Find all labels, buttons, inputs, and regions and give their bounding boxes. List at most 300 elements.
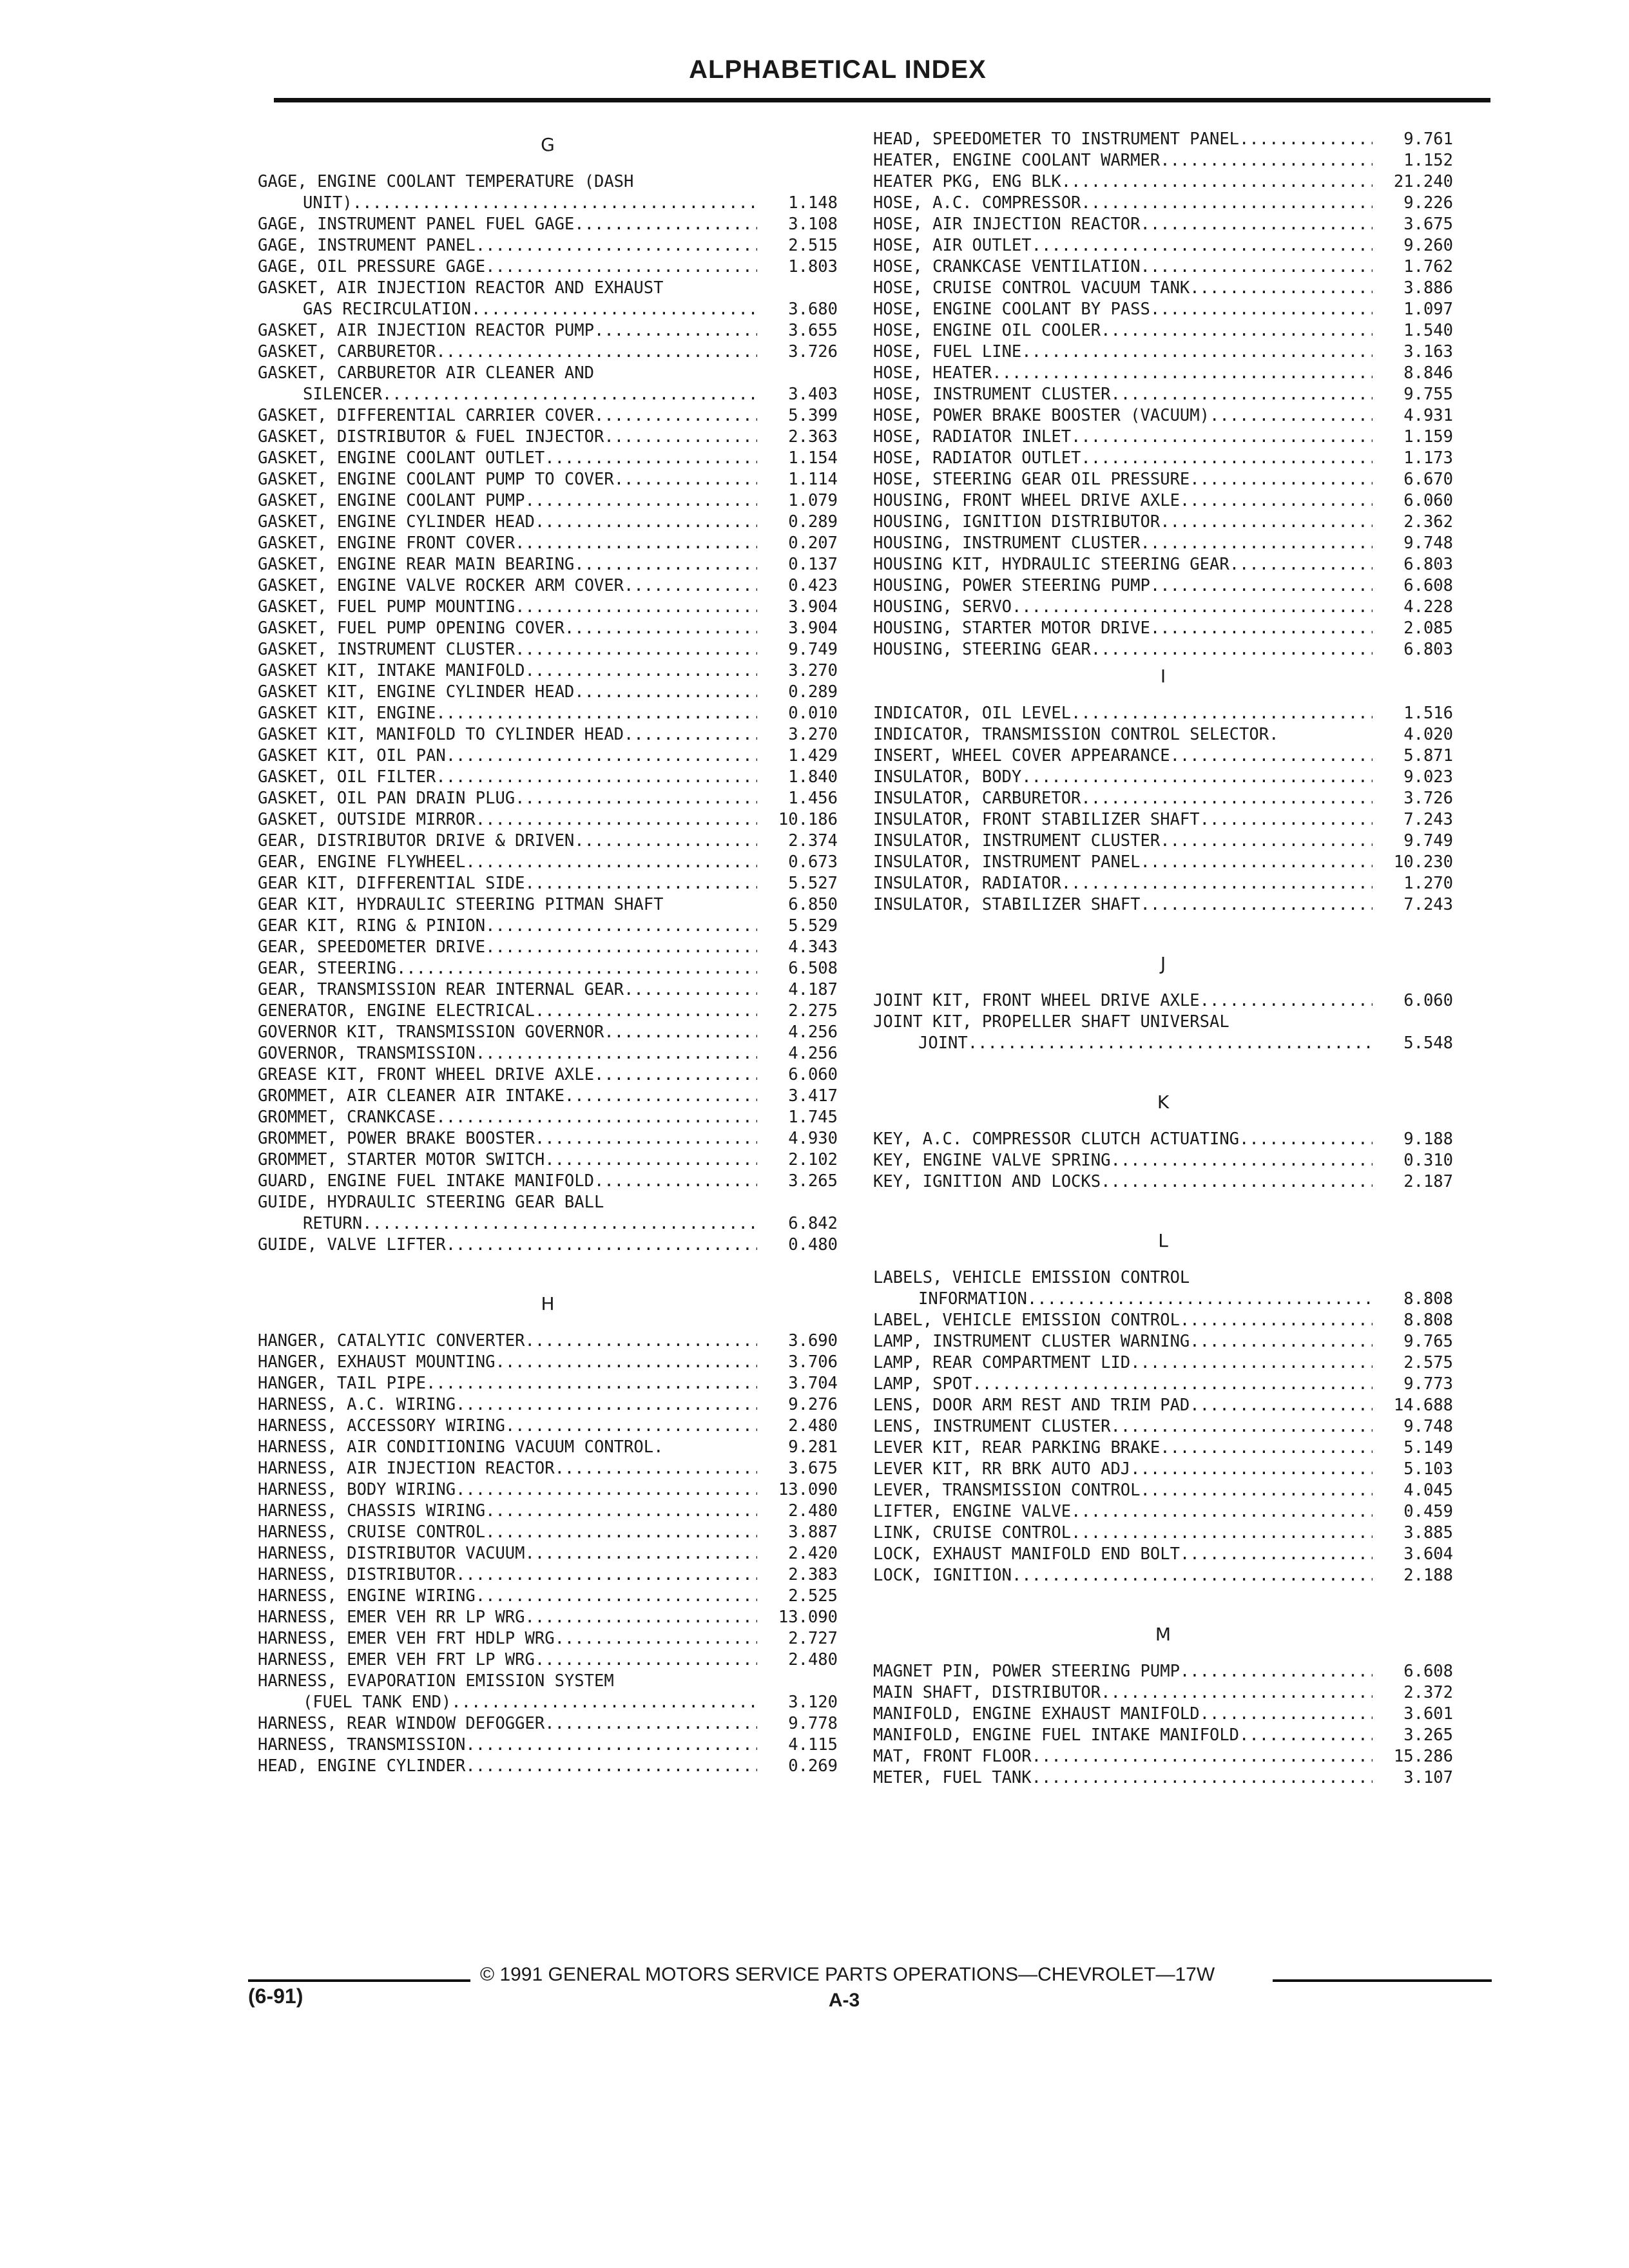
- entry-line: [258, 469, 757, 490]
- entry-label: GEAR KIT, DIFFERENTIAL SIDE: [258, 874, 525, 893]
- entry-page: 6.060: [1403, 491, 1453, 510]
- entry-page: 4.228: [1403, 597, 1453, 617]
- index-entry: [258, 1064, 838, 1086]
- entry-text: [258, 1756, 757, 1777]
- index-entry: [873, 1395, 1453, 1416]
- index-entry: [258, 937, 838, 958]
- entry-line: [873, 512, 1373, 533]
- entry-label: GENERATOR, ENGINE ELECTRICAL: [258, 1001, 535, 1021]
- entry-label: HOSE, AIR OUTLET: [873, 236, 1032, 255]
- leader-dots: [1061, 873, 1373, 894]
- index-entry: [258, 1022, 838, 1043]
- entry-text: [258, 1437, 757, 1458]
- index-entry: [258, 405, 838, 427]
- index-entry: [873, 809, 1453, 831]
- entry-page: 9.281: [788, 1437, 838, 1457]
- index-entry: [258, 1586, 838, 1607]
- leader-dots: [465, 852, 757, 873]
- entry-label: LEVER, TRANSMISSION CONTROL: [873, 1481, 1141, 1500]
- entry-page: 9.773: [1403, 1374, 1453, 1394]
- entry-page: 1.152: [1403, 151, 1453, 170]
- entry-page: 6.803: [1403, 555, 1453, 574]
- entry-line: [873, 256, 1373, 278]
- leader-dots: [485, 916, 757, 937]
- entry-page: 10.186: [778, 810, 838, 829]
- entry-label: GASKET, INSTRUMENT CLUSTER: [258, 640, 516, 659]
- entry-label: INSULATOR, INSTRUMENT CLUSTER: [873, 831, 1161, 850]
- entry-line: [258, 1043, 757, 1064]
- leader-dots: [436, 341, 757, 363]
- entry-line: [258, 448, 757, 469]
- entry-page: 3.270: [788, 725, 838, 744]
- index-entry: [873, 1352, 1453, 1374]
- footer-page-number: A-3: [828, 1990, 860, 2011]
- entry-label: HARNESS, EMER VEH FRT HDLP WRG: [258, 1629, 555, 1648]
- leader-dots: [1200, 990, 1373, 1012]
- entry-text: [258, 214, 757, 235]
- entry-text: [258, 448, 757, 469]
- leader-dots: [525, 1607, 757, 1628]
- leader-dots: [594, 320, 757, 341]
- leader-dots: [1180, 1544, 1373, 1565]
- entry-page: 2.420: [788, 1544, 838, 1563]
- entry-text: [258, 1352, 757, 1373]
- entry-page: 3.265: [788, 1171, 838, 1191]
- entry-page: 2.085: [1403, 619, 1453, 638]
- entry-text: [873, 1012, 1373, 1054]
- index-entry: [873, 575, 1453, 597]
- index-entry: [258, 1735, 838, 1756]
- entry-page: 0.459: [1403, 1502, 1453, 1521]
- leader-dots: [446, 745, 757, 767]
- entry-label: LEVER KIT, RR BRK AUTO ADJ: [873, 1459, 1131, 1479]
- leader-dots: [436, 703, 757, 724]
- entry-label: GREASE KIT, FRONT WHEEL DRIVE AXLE: [258, 1065, 594, 1084]
- entry-label: INSULATOR, RADIATOR: [873, 874, 1061, 893]
- leader-dots: [382, 384, 757, 405]
- index-entry: [873, 990, 1453, 1012]
- leader-dots: [525, 490, 757, 512]
- index-entry: [258, 1331, 838, 1352]
- index-entry: [258, 1235, 838, 1256]
- entry-page: 3.604: [1403, 1544, 1453, 1564]
- index-entry: [258, 533, 838, 554]
- leader-dots: [476, 1043, 757, 1064]
- entry-page: 2.480: [788, 1416, 838, 1436]
- entry-line: [873, 1746, 1373, 1767]
- entry-label: GASKET, CARBURETOR: [258, 342, 436, 361]
- entry-text: [258, 1649, 757, 1671]
- entry-label: HANGER, EXHAUST MOUNTING: [258, 1352, 496, 1372]
- entry-line: [258, 809, 757, 831]
- index-entry: [258, 597, 838, 618]
- entry-text: [258, 1416, 757, 1437]
- entry-label: GROMMET, POWER BRAKE BOOSTER: [258, 1129, 535, 1148]
- entry-text: [258, 1043, 757, 1064]
- index-entry: [873, 278, 1453, 299]
- leader-dots: [1229, 554, 1373, 575]
- entry-text: [258, 1235, 757, 1256]
- leader-dots: [1032, 1767, 1373, 1789]
- index-entry: [258, 1713, 838, 1735]
- leader-dots: [515, 639, 757, 660]
- entry-text: [873, 597, 1373, 618]
- index-entry: [258, 341, 838, 363]
- entry-label: KEY, IGNITION AND LOCKS: [873, 1172, 1101, 1191]
- index-entry: [258, 554, 838, 575]
- entry-text: [258, 894, 757, 916]
- entry-page: 1.762: [1403, 257, 1453, 276]
- footer-rule-right: [1273, 1979, 1492, 1982]
- entry-line: [873, 1033, 1373, 1054]
- leader-dots: [1141, 256, 1373, 278]
- leader-dots: [594, 1064, 757, 1086]
- entry-text: [873, 341, 1373, 363]
- section-letter: L: [1158, 1230, 1168, 1251]
- index-entry: [258, 1671, 838, 1713]
- entry-text: [873, 990, 1373, 1012]
- entry-label: GEAR, TRANSMISSION REAR INTERNAL GEAR: [258, 980, 624, 999]
- entry-text: [258, 745, 757, 767]
- entry-line: [873, 1544, 1373, 1565]
- leader-dots: [1190, 1331, 1373, 1352]
- index-entry: [258, 1437, 838, 1458]
- entry-line: [258, 554, 757, 575]
- entry-line: [258, 1064, 757, 1086]
- entry-text: [873, 278, 1373, 299]
- entry-label: GROMMET, AIR CLEANER AIR INTAKE: [258, 1086, 564, 1106]
- index-entry: [873, 384, 1453, 405]
- leader-dots: [624, 724, 757, 745]
- entry-line: [258, 1331, 757, 1352]
- entry-label: KEY, A.C. COMPRESSOR CLUTCH ACTUATING: [873, 1129, 1240, 1149]
- leader-dots: [555, 1628, 757, 1649]
- entry-page: 10.230: [1393, 852, 1453, 872]
- entry-page: 3.690: [788, 1331, 838, 1350]
- entry-label: GASKET, DISTRIBUTOR & FUEL INJECTOR: [258, 427, 604, 447]
- entry-label: HARNESS, DISTRIBUTOR VACUUM: [258, 1544, 525, 1563]
- index-entry: [258, 1107, 838, 1128]
- entry-page: 0.269: [788, 1756, 838, 1776]
- entry-page: 9.748: [1403, 1417, 1453, 1436]
- entry-line: [258, 1022, 757, 1043]
- leader-dots: [1190, 278, 1373, 299]
- entry-label: HARNESS, EMER VEH RR LP WRG: [258, 1608, 525, 1627]
- entry-line: [258, 1543, 757, 1564]
- entry-label: GASKET, OUTSIDE MIRROR: [258, 810, 476, 829]
- leader-dots: [1101, 1171, 1373, 1193]
- leader-dots: [1071, 427, 1373, 448]
- leader-dots: [352, 193, 757, 214]
- index-entry: [258, 1479, 838, 1501]
- entry-label: GASKET, ENGINE COOLANT OUTLET: [258, 448, 545, 468]
- leader-dots: [446, 1235, 757, 1256]
- index-entry: [873, 1480, 1453, 1501]
- entry-page: 4.343: [788, 937, 838, 957]
- entry-text: [873, 405, 1373, 427]
- leader-dots: [1239, 1725, 1373, 1746]
- entry-line: [873, 831, 1373, 852]
- entry-text: [873, 320, 1373, 341]
- leader-dots: [535, 1128, 757, 1149]
- entry-line: [258, 1713, 757, 1735]
- leader-dots: [1150, 618, 1373, 639]
- index-entry: [258, 1352, 838, 1373]
- entry-line: [258, 703, 757, 724]
- entry-page: 9.276: [788, 1395, 838, 1414]
- entry-text: [258, 958, 757, 979]
- entry-text: [873, 1352, 1373, 1374]
- entry-text: [258, 1628, 757, 1649]
- index-entry: [258, 1649, 838, 1671]
- entry-page: 2.525: [788, 1586, 838, 1606]
- index-entry: [873, 1725, 1453, 1746]
- entry-text: [873, 873, 1373, 894]
- entry-text: [873, 469, 1373, 490]
- entry-label: HOUSING, FRONT WHEEL DRIVE AXLE: [873, 491, 1180, 510]
- leader-dots: [1032, 235, 1373, 256]
- entry-page: 0.207: [788, 533, 838, 553]
- leader-dots: [1160, 150, 1373, 171]
- index-entry: [873, 1682, 1453, 1704]
- entry-line: [258, 745, 757, 767]
- entry-page: 2.187: [1403, 1172, 1453, 1191]
- leader-dots: [1141, 214, 1373, 235]
- entry-label: HEAD, SPEEDOMETER TO INSTRUMENT PANEL: [873, 130, 1240, 149]
- entry-label: GASKET, DIFFERENTIAL CARRIER COVER: [258, 406, 594, 425]
- entry-label: GAGE, INSTRUMENT PANEL: [258, 236, 476, 255]
- entry-page: 13.090: [778, 1608, 838, 1627]
- entry-page: 0.423: [788, 576, 838, 595]
- index-entry: [258, 1149, 838, 1171]
- entry-page: 6.060: [788, 1065, 838, 1084]
- entry-line: [258, 873, 757, 894]
- index-entry: [258, 1501, 838, 1522]
- index-entry: [258, 235, 838, 256]
- entry-page: 1.540: [1403, 321, 1453, 340]
- entry-text: [873, 193, 1373, 214]
- entry-label: GUIDE, VALVE LIFTER: [258, 1235, 446, 1254]
- entry-label: HARNESS, CRUISE CONTROL: [258, 1523, 486, 1542]
- entry-line: [873, 1289, 1373, 1310]
- entry-label: GASKET, ENGINE FRONT COVER: [258, 533, 516, 553]
- entry-label: GEAR, SPEEDOMETER DRIVE: [258, 937, 486, 957]
- entry-label: LAMP, SPOT: [873, 1374, 972, 1394]
- entry-page: 2.383: [788, 1565, 838, 1584]
- entry-text: [873, 1523, 1373, 1544]
- leader-dots: [485, 1501, 757, 1522]
- entry-line: [258, 958, 757, 979]
- index-entry: [258, 1416, 838, 1437]
- entry-text: [258, 1394, 757, 1416]
- entry-label: HARNESS, DISTRIBUTOR: [258, 1565, 456, 1584]
- entry-text: [258, 1458, 757, 1479]
- entry-line: [258, 1149, 757, 1171]
- entry-text: [873, 852, 1373, 873]
- index-entry: [873, 448, 1453, 469]
- entry-label: LAMP, INSTRUMENT CLUSTER WARNING: [873, 1332, 1190, 1351]
- entry-text: [258, 788, 757, 809]
- entry-page: 7.243: [1403, 810, 1453, 829]
- entry-line: [873, 554, 1373, 575]
- entry-line: [258, 1192, 757, 1213]
- entry-label: GASKET KIT, ENGINE CYLINDER HEAD: [258, 682, 575, 702]
- entry-line: [873, 427, 1373, 448]
- entry-label: GASKET, AIR INJECTION REACTOR PUMP: [258, 321, 594, 340]
- leader-dots: [362, 1213, 757, 1235]
- entry-text: [258, 363, 757, 405]
- entry-label: GAS RECIRCULATION: [303, 300, 471, 319]
- entry-page: 5.871: [1403, 746, 1453, 765]
- entry-line: [258, 1671, 757, 1692]
- entry-line: [258, 852, 757, 873]
- leader-dots: [1150, 299, 1373, 320]
- entry-line: [873, 1501, 1373, 1523]
- entry-text: [258, 575, 757, 597]
- entry-text: [873, 299, 1373, 320]
- entry-line: [873, 1267, 1373, 1289]
- leader-dots: [436, 1107, 757, 1128]
- index-entry: [258, 958, 838, 979]
- entry-page: 3.163: [1403, 342, 1453, 361]
- index-entry: [873, 512, 1453, 533]
- leader-dots: [1032, 1746, 1373, 1767]
- entry-label: LABEL, VEHICLE EMISSION CONTROL: [873, 1311, 1180, 1330]
- entry-text: [258, 1171, 757, 1192]
- index-entry: [258, 724, 838, 745]
- leader-dots: [396, 958, 757, 979]
- index-entry: [258, 639, 838, 660]
- index-entry: [258, 1128, 838, 1149]
- index-entry: [258, 745, 838, 767]
- entry-text: [873, 533, 1373, 554]
- entry-page: 5.529: [788, 916, 838, 936]
- entry-label: HOSE, STEERING GEAR OIL PRESSURE: [873, 470, 1190, 489]
- entry-page: 5.103: [1403, 1459, 1453, 1479]
- entry-label: GUARD, ENGINE FUEL INTAKE MANIFOLD: [258, 1171, 594, 1191]
- index-entry: [258, 873, 838, 894]
- entry-label: LENS, INSTRUMENT CLUSTER: [873, 1417, 1111, 1436]
- entry-line: [258, 1479, 757, 1501]
- entry-text: [258, 1373, 757, 1394]
- entry-label: GAGE, OIL PRESSURE GAGE: [258, 257, 486, 276]
- entry-text: [873, 256, 1373, 278]
- entry-page: 2.575: [1403, 1353, 1453, 1372]
- entry-page: 4.256: [788, 1044, 838, 1063]
- entry-line: [258, 979, 757, 1001]
- leader-dots: [1071, 1523, 1373, 1544]
- entry-line: [873, 1661, 1373, 1682]
- leader-dots: [436, 767, 757, 788]
- entry-line: [873, 448, 1373, 469]
- entry-page: 3.108: [788, 215, 838, 234]
- entry-label: GASKET, ENGINE CYLINDER HEAD: [258, 512, 535, 532]
- leader-dots: [485, 1522, 757, 1543]
- leader-dots: [614, 469, 757, 490]
- entry-line: [873, 1565, 1373, 1586]
- entry-text: [873, 1395, 1373, 1416]
- leader-dots: [604, 427, 757, 448]
- entry-text: [873, 1459, 1373, 1480]
- entry-line: [873, 150, 1373, 171]
- entry-line: [258, 1416, 757, 1437]
- entry-page: 8.808: [1403, 1289, 1453, 1309]
- index-entry: [873, 1374, 1453, 1395]
- entry-text: [873, 575, 1373, 597]
- entry-line: [873, 278, 1373, 299]
- entry-page: 0.010: [788, 704, 838, 723]
- entry-label: HARNESS, BODY WIRING: [258, 1480, 456, 1499]
- entry-label: HOSE, RADIATOR INLET: [873, 427, 1072, 447]
- entry-line: [873, 1767, 1373, 1789]
- entry-line: [873, 990, 1373, 1012]
- leader-dots: [1180, 490, 1373, 512]
- index-entry: [258, 1373, 838, 1394]
- entry-line: [873, 1395, 1373, 1416]
- entry-page: 8.808: [1403, 1311, 1453, 1330]
- entry-page: 9.188: [1403, 1129, 1453, 1149]
- leader-dots: [1141, 852, 1373, 873]
- index-entry: [258, 1564, 838, 1586]
- entry-page: 3.265: [1403, 1725, 1453, 1745]
- entry-line: [873, 1012, 1373, 1033]
- entry-label: INSERT, WHEEL COVER APPEARANCE: [873, 746, 1170, 765]
- entry-text: [873, 427, 1373, 448]
- entry-label: HOSE, A.C. COMPRESSOR: [873, 193, 1081, 213]
- entry-page: 1.270: [1403, 874, 1453, 893]
- index-entry: [873, 873, 1453, 894]
- entry-page: 2.362: [1403, 512, 1453, 532]
- entry-text: [258, 979, 757, 1001]
- entry-label: GASKET, ENGINE REAR MAIN BEARING: [258, 555, 575, 574]
- entry-label: HANGER, TAIL PIPE: [258, 1374, 426, 1393]
- entry-text: [873, 1746, 1373, 1767]
- entry-page: 9.748: [1403, 533, 1453, 553]
- entry-label: SILENCER: [303, 385, 382, 404]
- leader-dots: [535, 1649, 757, 1671]
- leader-dots: [545, 448, 757, 469]
- entry-label: HOUSING, INSTRUMENT CLUSTER: [873, 533, 1141, 553]
- entry-line: [873, 1682, 1373, 1704]
- index-column-left: [258, 129, 838, 1777]
- entry-label: GASKET KIT, OIL PAN: [258, 746, 446, 765]
- entry-line: [873, 703, 1373, 724]
- index-entry: [258, 1458, 838, 1479]
- entry-line: [258, 618, 757, 639]
- entry-label: GOVERNOR KIT, TRANSMISSION GOVERNOR: [258, 1023, 604, 1042]
- entry-line: [258, 1128, 757, 1149]
- leader-dots: [1061, 171, 1373, 193]
- entry-label: HOSE, CRUISE CONTROL VACUUM TANK: [873, 278, 1190, 298]
- entry-page: 0.289: [788, 512, 838, 532]
- entry-page: 9.749: [1403, 831, 1453, 850]
- index-entry: [258, 1001, 838, 1022]
- entry-page: 6.670: [1403, 470, 1453, 489]
- entry-label: GUIDE, HYDRAULIC STEERING GEAR BALL: [258, 1193, 604, 1212]
- entry-text: [873, 235, 1373, 256]
- index-entry: [258, 1628, 838, 1649]
- leader-dots: [1200, 1704, 1373, 1725]
- entry-text: [873, 129, 1373, 150]
- leader-dots: [1130, 1352, 1373, 1374]
- index-column-right: [873, 129, 1453, 1789]
- entry-page: 8.846: [1403, 363, 1453, 383]
- leader-dots: [1210, 405, 1373, 427]
- entry-text: [258, 1543, 757, 1564]
- leader-dots: [525, 1331, 757, 1352]
- entry-line: [873, 639, 1373, 660]
- entry-line: [258, 660, 757, 682]
